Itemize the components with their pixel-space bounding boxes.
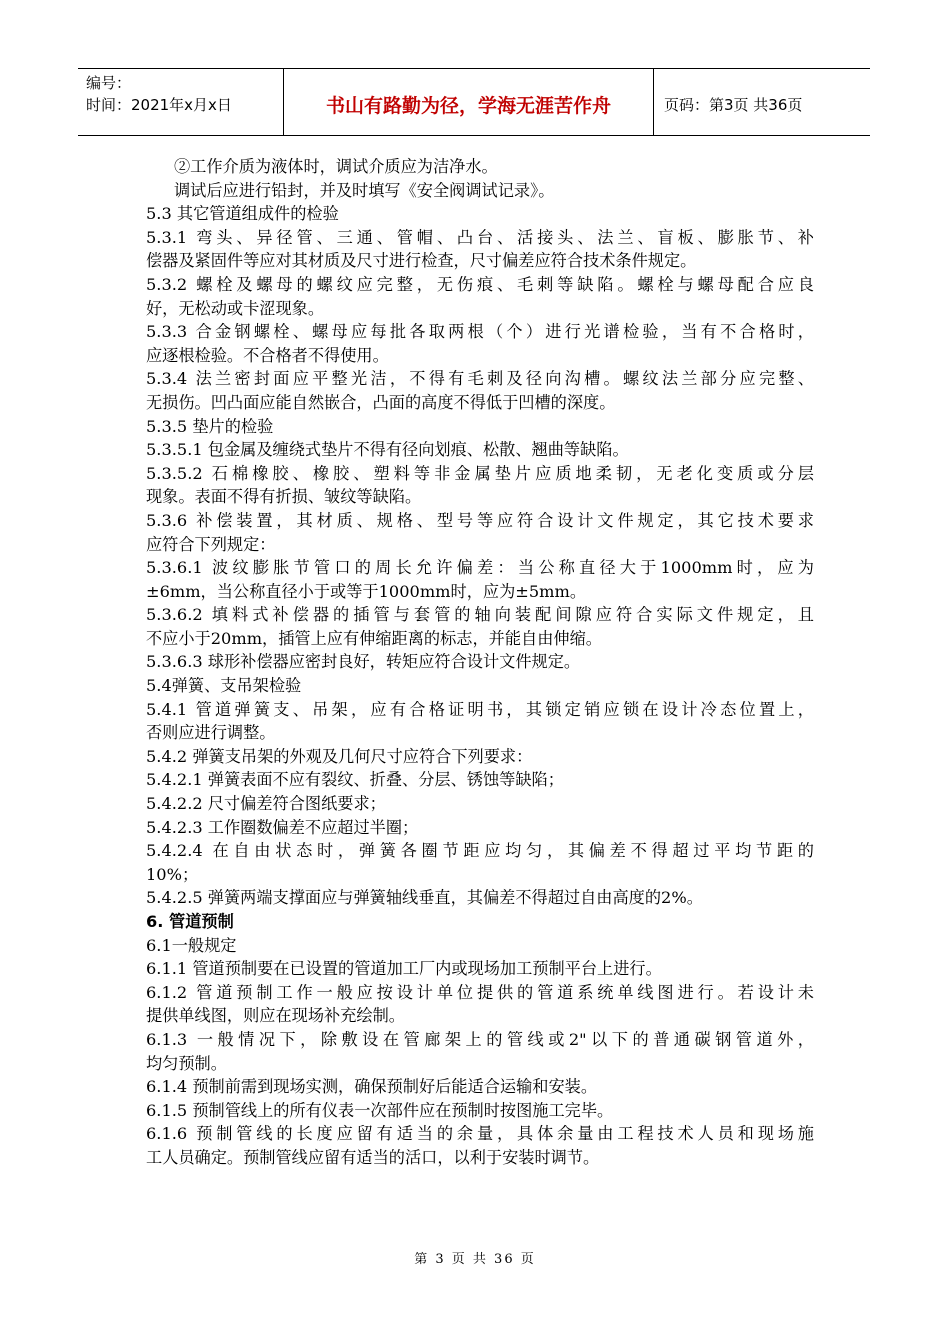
text-line: 6.1.2 管道预制工作一般应按设计单位提供的管道系统单线图进行。若设计未 xyxy=(146,982,814,1002)
text-line: 现象。表面不得有折损、皱纹等缺陷。 xyxy=(146,487,422,507)
text-line: 5.3 其它管道组成件的检验 xyxy=(146,204,339,224)
text-line: ±6mm，当公称直径小于或等于1000mm时，应为±5mm。 xyxy=(146,581,587,601)
text-line: 否则应进行调整。 xyxy=(146,723,276,743)
text-line: 5.3.1 弯头、异径管、三通、管帽、凸台、活接头、法兰、盲板、膨胀节、补 xyxy=(146,227,814,247)
text-line: 5.3.6.3 球形补偿器应密封良好，转矩应符合设计文件规定。 xyxy=(146,652,581,672)
text-line: 调试后应进行铅封，并及时填写《安全阀调试记录》。 xyxy=(174,180,555,200)
text-line: 5.4.2.5 弹簧两端支撑面应与弹簧轴线垂直，其偏差不得超过自由高度的2%。 xyxy=(146,888,703,908)
text-line: 5.3.6 补偿装置，其材质、规格、型号等应符合设计文件规定，其它技术要求 xyxy=(146,510,814,530)
text-line: 好，无松动或卡涩现象。 xyxy=(146,298,325,318)
header-motto: 书山有路勤为径，学海无涯苦作舟 xyxy=(284,69,654,135)
text-line: 10%； xyxy=(146,864,199,884)
text-line: 5.3.4 法兰密封面应平整光洁，不得有毛刺及径向沟槽。螺纹法兰部分应完整、 xyxy=(146,369,814,389)
text-line: 偿器及紧固件等应对其材质及尺寸进行检查，尺寸偏差应符合技术条件规定。 xyxy=(146,251,697,271)
text-line: 5.3.6.1 波纹膨胀节管口的周长允许偏差：当公称直径大于1000mm时，应为 xyxy=(146,558,814,578)
text-line: 不应小于20mm，插管上应有伸缩距离的标志，并能自由伸缩。 xyxy=(146,628,602,648)
text-line: 5.3.5 垫片的检验 xyxy=(146,416,274,436)
text-line: 5.3.3 合金钢螺栓、螺母应每批各取两根（个）进行光谱检验，当有不合格时， xyxy=(146,322,814,342)
page-header xyxy=(78,68,870,136)
text-line: 5.4.2.1 弹簧表面不应有裂纹、折叠、分层、锈蚀等缺陷； xyxy=(146,770,564,790)
text-line: 5.3.2 螺栓及螺母的螺纹应完整，无伤痕、毛刺等缺陷。螺栓与螺母配合应良 xyxy=(146,274,814,294)
section-heading: 6. 管道预制 xyxy=(146,912,234,931)
text-line: 应符合下列规定： xyxy=(146,534,276,554)
text-line: 6.1.4 预制前需到现场实测，确保预制好后能适合运输和安装。 xyxy=(146,1077,598,1097)
text-line: 5.3.5.1 包金属及缠绕式垫片不得有径向划痕、松散、翘曲等缺陷。 xyxy=(146,440,629,460)
text-line: 5.4弹簧、支吊架检验 xyxy=(146,676,302,696)
text-line: 6.1.6 预制管线的长度应留有适当的余量，具体余量由工程技术人员和现场施 xyxy=(146,1124,814,1144)
text-line: 无损伤。凹凸面应能自然嵌合，凸面的高度不得低于凹槽的深度。 xyxy=(146,392,616,412)
document-body xyxy=(146,155,814,1170)
text-line: 工人员确定。预制管线应留有适当的活口，以利于安装时调节。 xyxy=(146,1147,600,1167)
header-page-info: 页码：第3页 共36页 xyxy=(664,95,803,114)
text-line: 提供单线图，则应在现场补充绘制。 xyxy=(146,1006,405,1026)
text-line: 6.1.5 预制管线上的所有仪表一次部件应在预制时按图施工完毕。 xyxy=(146,1100,614,1120)
text-line: 均匀预制。 xyxy=(146,1053,227,1073)
text-line: 5.3.6.2 填料式补偿器的插管与套管的轴向装配间隙应符合实际文件规定，且 xyxy=(146,605,814,625)
doc-date-label: 时间：2021年x月x日 xyxy=(86,96,232,114)
text-line: 6.1.1 管道预制要在已设置的管道加工厂内或现场加工预制平台上进行。 xyxy=(146,959,662,979)
text-line: 5.3.5.2 石棉橡胶、橡胶、塑料等非金属垫片应质地柔韧，无老化变质或分层 xyxy=(146,463,814,483)
doc-code-label: 编号： xyxy=(86,74,132,92)
text-line: 6.1一般规定 xyxy=(146,935,237,955)
header-meta xyxy=(78,69,284,135)
text-line: 5.4.2.2 尺寸偏差符合图纸要求； xyxy=(146,794,386,814)
text-line: 5.4.1 管道弹簧支、吊架，应有合格证明书，其锁定销应锁在设计冷态位置上， xyxy=(146,699,814,719)
text-line: 应逐根检验。不合格者不得使用。 xyxy=(146,345,389,365)
text-line: 5.4.2.4 在自由状态时，弹簧各圈节距应均匀，其偏差不得超过平均节距的 xyxy=(146,841,814,861)
text-line: 5.4.2.3 工作圈数偏差不应超过半圈； xyxy=(146,817,419,837)
text-line: 5.4.2 弹簧支吊架的外观及几何尺寸应符合下列要求： xyxy=(146,746,533,766)
text-line: ②工作介质为液体时，调试介质应为洁净水。 xyxy=(174,157,498,176)
page-footer: 第 3 页 共 36 页 xyxy=(414,1252,536,1267)
text-line: 6.1.3 一般情况下，除敷设在管廊架上的管线或2"以下的普通碳钢管道外， xyxy=(146,1029,814,1049)
